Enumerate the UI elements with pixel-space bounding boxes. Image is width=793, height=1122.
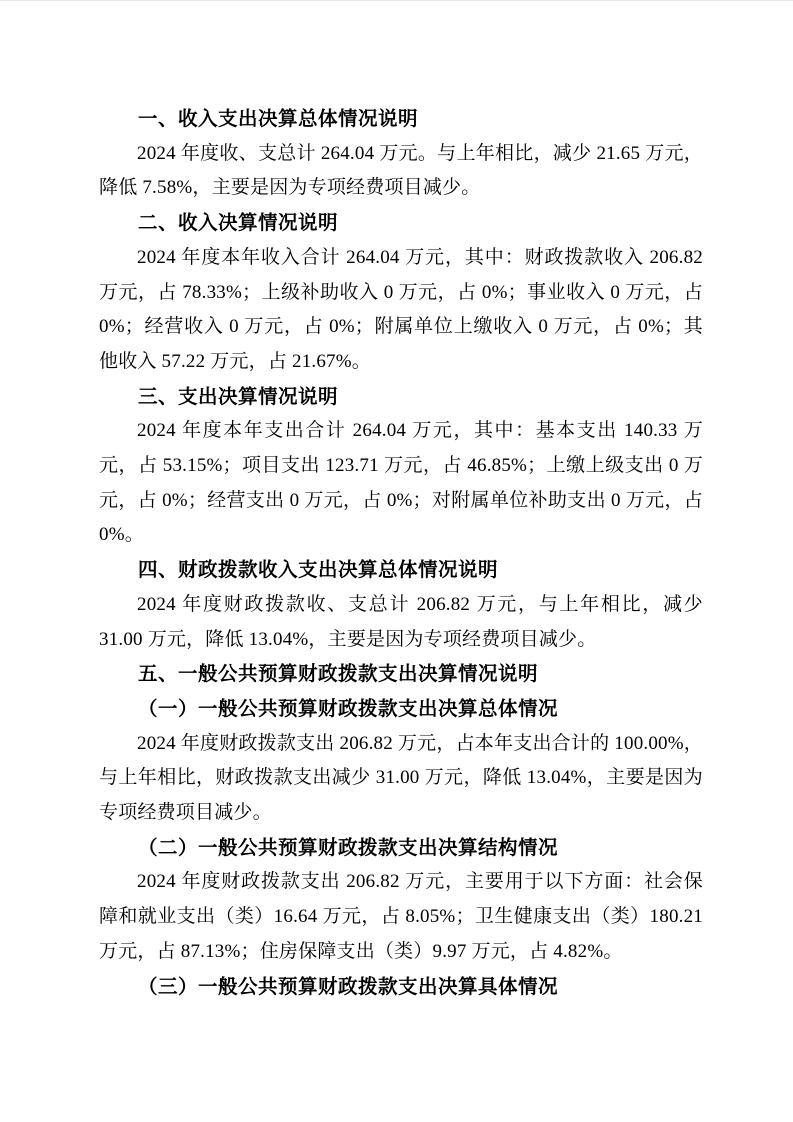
section-4-paragraph: 2024 年度财政拨款收、支总计 206.82 万元，与上年相比，减少 31.00 万元，降低 13.04%，主要是因为专项经费项目减少。 xyxy=(99,593,703,650)
section-3-paragraph: 2024 年度本年支出合计 264.04 万元，其中：基本支出 140.33 万元，占 53.15%；项目支出 123.71 万元，占 46.85%；上缴上级支出 0 万元，占 0%；经营支出 0 万元，占 0%；对附属单位补助支出 0 万元，占 0%。 xyxy=(99,420,703,546)
section-5-2-subheading: （二）一般公共预算财政拨款支出决算结构情况 xyxy=(138,836,559,859)
section-3-heading: 三、支出决算情况说明 xyxy=(138,385,339,408)
section-2-paragraph: 2024 年度本年收入合计 264.04 万元，其中：财政拨款收入 206.82 万元，占 78.33%；上级补助收入 0 万元，占 0%；事业收入 0 万元，占 0%；经营收入 0 万元，占 0%；附属单位上缴收入 0 万元，占 0%；其他收入 57.22 万元，占 21.67%。 xyxy=(99,246,703,372)
section-1-heading: 一、收入支出决算总体情况说明 xyxy=(138,108,419,130)
section-2-heading: 二、收入决算情况说明 xyxy=(138,212,339,235)
section-1-paragraph: 2024 年度收、支总计 264.04 万元。与上年相比，减少 21.65 万元，降低 7.58%，主要是因为专项经费项目减少。 xyxy=(99,142,703,199)
section-5-2-paragraph: 2024 年度财政拨款支出 206.82 万元，主要用于以下方面：社会保障和就业支出（类）16.64 万元，占 8.05%；卫生健康支出（类）180.21 万元，占 87.13%；住房保障支出（类）9.97 万元，占 4.82%。 xyxy=(99,871,703,962)
section-4-heading: 四、财政拨款收入支出决算总体情况说明 xyxy=(138,559,499,582)
section-5-3-subheading: （三）一般公共预算财政拨款支出决算具体情况 xyxy=(138,975,559,998)
section-5-1-paragraph: 2024 年度财政拨款支出 206.82 万元，占本年支出合计的 100.00%，与上年相比，财政拨款支出减少 31.00 万元，降低 13.04%，主要是因为专项经费项目减少。 xyxy=(99,732,703,824)
section-5-1-subheading: （一）一般公共预算财政拨款支出决算总体情况 xyxy=(138,697,559,720)
document-content xyxy=(99,102,703,1004)
section-5-heading: 五、一般公共预算财政拨款支出决算情况说明 xyxy=(138,663,539,686)
